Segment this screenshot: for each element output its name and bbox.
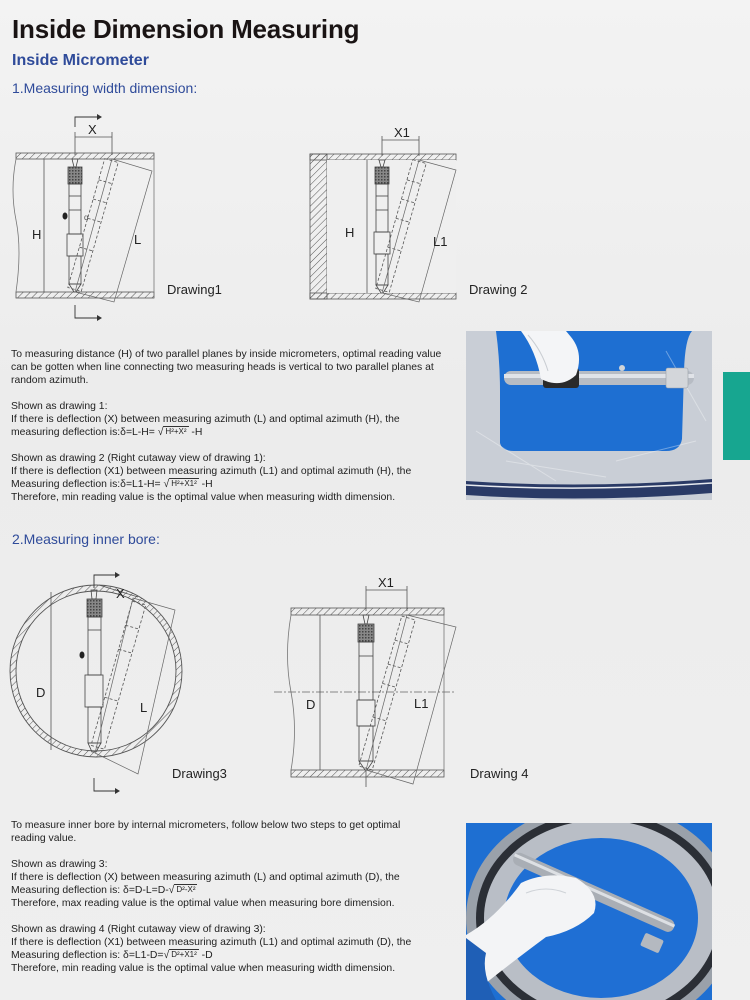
drawing3-label: Drawing3 bbox=[172, 766, 227, 781]
formula-drawing1: measuring deflection is:δ=L-H= √ H²+X² -H bbox=[11, 427, 203, 438]
drawing4-label: Drawing 4 bbox=[470, 766, 529, 781]
drawing1-h-label: H bbox=[32, 227, 42, 242]
drawing1-x-label: X bbox=[88, 122, 97, 137]
drawing4-x-label: X1 bbox=[378, 575, 394, 590]
photo-width-measurement bbox=[466, 331, 712, 500]
formula-drawing4: Measuring deflection is: δ=L1-D=√ D²+X1² -D bbox=[11, 950, 213, 961]
formula-drawing2: Measuring deflection is:δ=L1-H= √ H²+X1² -H bbox=[11, 479, 213, 490]
drawing2-l-label: L1 bbox=[433, 234, 448, 249]
svg-text:ɑ: ɑ bbox=[84, 213, 89, 222]
drawing3-x-label: X bbox=[116, 586, 125, 601]
side-tab[interactable] bbox=[723, 372, 750, 460]
page-title: Inside Dimension Measuring bbox=[12, 14, 360, 44]
drawing4-d-label: D bbox=[306, 697, 316, 712]
drawing4-diagram bbox=[260, 565, 470, 790]
section2-heading: 2.Measuring inner bore: bbox=[12, 531, 160, 547]
drawing1-l-label: L bbox=[134, 232, 142, 247]
section1-heading: 1.Measuring width dimension: bbox=[12, 80, 198, 96]
drawing1-label: Drawing1 bbox=[167, 282, 222, 297]
section1-text: To measuring distance (H) of two parallel planes by inside micrometers, optimal reading value can be gotten when line connecting two measuring heads is vertical to two parallel planes at random azimuth. Shown as drawing 1: If there is deflection (X) between measuring azimuth (L) and optimal azimuth (H), the measuring deflection is:δ=L-H= √ H²+X² -H Shown as drawing 2 (Right cutaway view of drawing 1): If there is deflection (X1) between measuring azimuth (L1) and optimal azimuth (H), the Measuring deflection is:δ=L1-H= √ H²+X1² -H Therefore, min reading value is the optimal value when measuring width dimension. bbox=[11, 348, 451, 504]
drawing4-l-label: L1 bbox=[414, 696, 429, 711]
drawing3-l-label: L bbox=[140, 700, 148, 715]
drawing3-d-label: D bbox=[36, 685, 46, 700]
photo-bore-measurement bbox=[466, 823, 712, 1000]
page-subtitle: Inside Micrometer bbox=[12, 52, 149, 69]
drawing2-label: Drawing 2 bbox=[469, 282, 528, 297]
drawing2-h-label: H bbox=[345, 225, 355, 240]
section2-text: To measure inner bore by internal micrometers, follow below two steps to get optimal reading value. Shown as drawing 3: If there is deflection (X) between measuring azimuth (L) and optimal azimuth (D), the Measuring deflection is: δ=D-L=D-√ D²-X² Therefore, max reading value is the optimal value when measuring bore dimension. Shown as drawing 4 (Right cutaway view of drawing 3): If there is deflection (X1) between measuring azimuth (L1) and optimal azimuth (D), the Measuring deflection is: δ=L1-D=√ D²+X1² -D Therefore, min reading value is the optimal value when measuring width dimension. bbox=[11, 819, 451, 975]
formula-drawing3: Measuring deflection is: δ=D-L=D-√ D²-X² bbox=[11, 885, 196, 896]
drawing2-diagram bbox=[300, 110, 470, 310]
drawing2-x-label: X1 bbox=[394, 125, 410, 140]
